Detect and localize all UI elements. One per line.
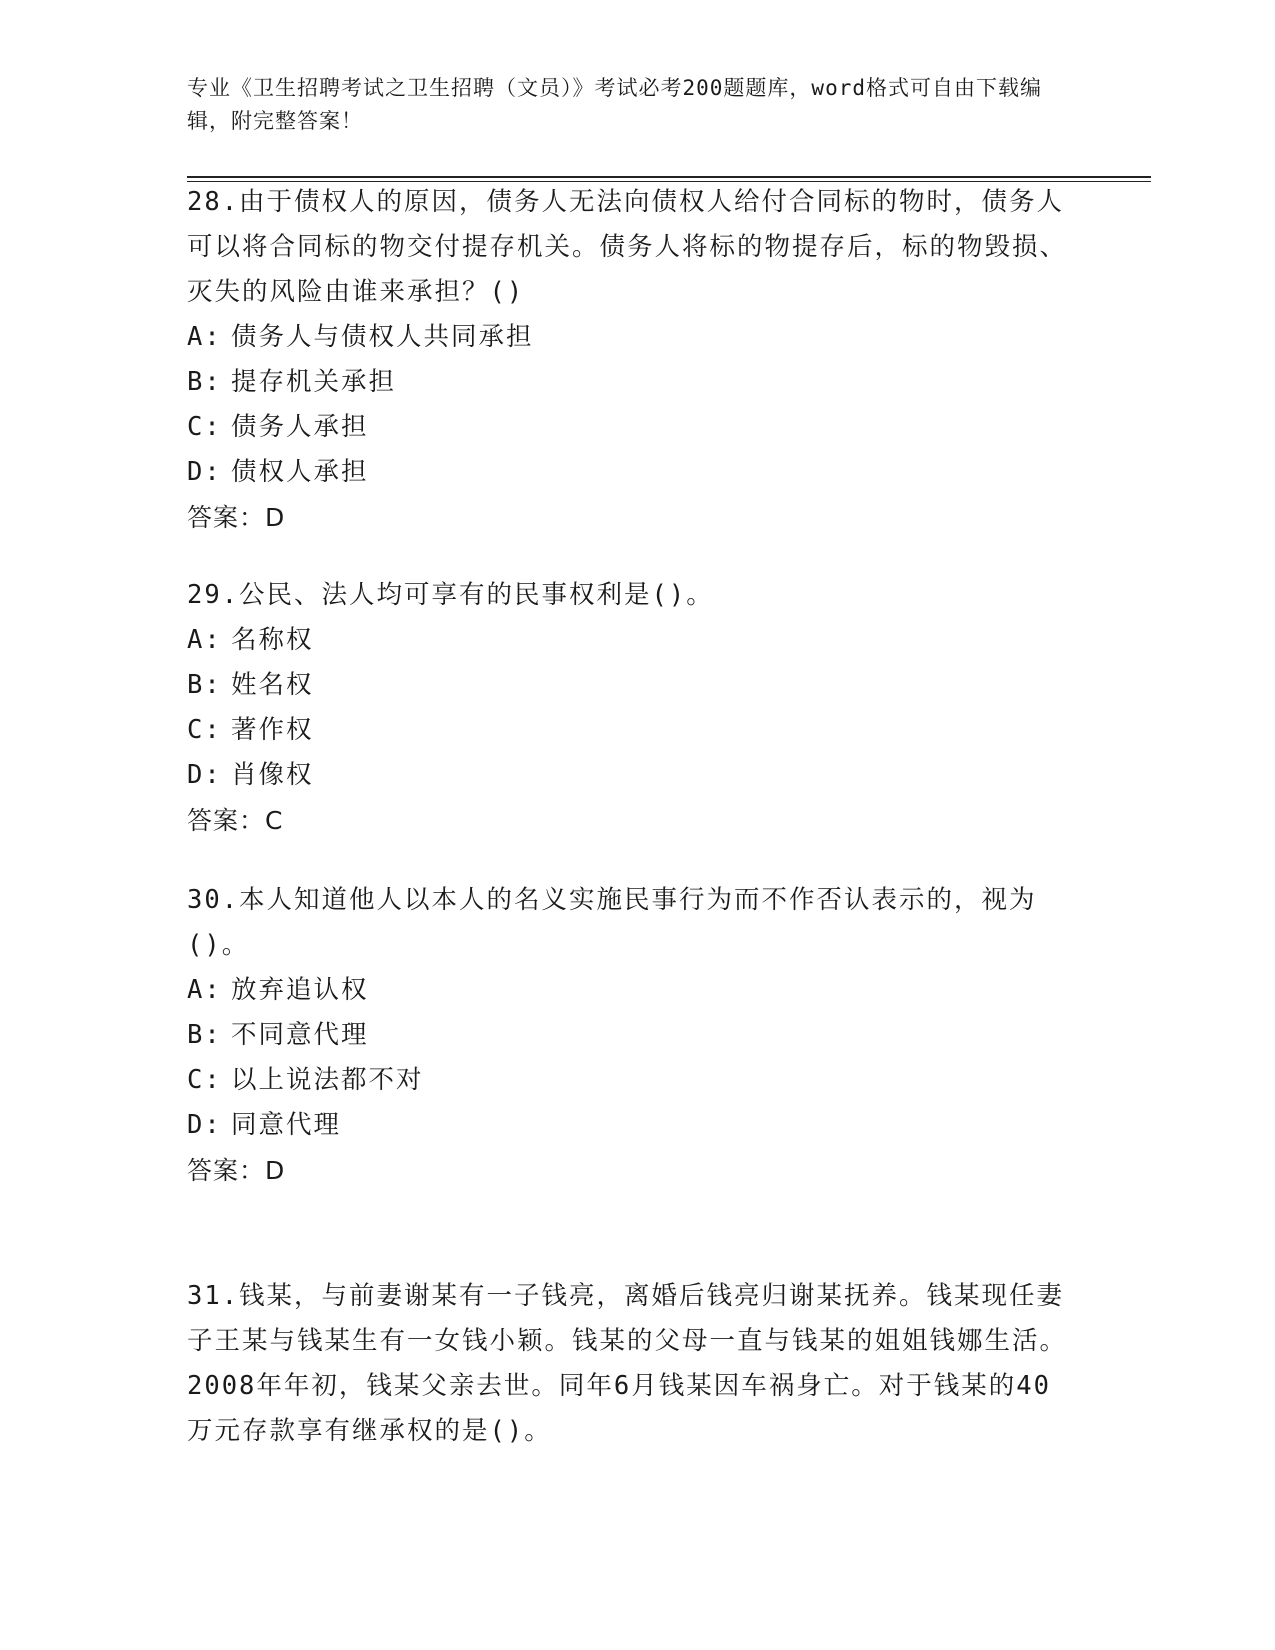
option-label: B: <box>187 367 222 397</box>
option-label: C: <box>187 715 222 745</box>
option-text: 以上说法都不对 <box>231 1065 424 1095</box>
option-label: D: <box>187 760 222 790</box>
answer-line: 答案：D <box>187 503 286 532</box>
document-header: 专业《卫生招聘考试之卫生招聘（文员）》考试必考200题题库，word格式可自由下载编辑，附完整答案！ <box>187 76 1042 133</box>
question-30 <box>187 878 1067 1193</box>
option-a <box>187 618 1067 663</box>
option-label: A: <box>187 322 222 352</box>
option-label: A: <box>187 975 222 1005</box>
option-text: 债务人与债权人共同承担 <box>231 322 534 352</box>
option-text: 放弃追认权 <box>231 975 369 1005</box>
option-label: C: <box>187 412 222 442</box>
option-text: 名称权 <box>231 625 314 655</box>
option-label: D: <box>187 1110 222 1140</box>
option-text: 肖像权 <box>231 760 314 790</box>
question-stem: 28.由于债权人的原因，债务人无法向债权人给付合同标的物时，债务人可以将合同标的物交付提存机关。债务人将标的物提存后，标的物毁损、灭失的风险由谁来承担？() <box>187 187 1068 307</box>
option-label: B: <box>187 670 222 700</box>
option-text: 著作权 <box>231 715 314 745</box>
option-b <box>187 1013 1067 1058</box>
option-text: 同意代理 <box>231 1110 342 1140</box>
option-b <box>187 663 1067 708</box>
option-text: 不同意代理 <box>231 1020 369 1050</box>
option-a <box>187 968 1067 1013</box>
option-a <box>187 315 1067 360</box>
answer-line: 答案：C <box>187 806 284 835</box>
option-text: 提存机关承担 <box>231 367 397 397</box>
question-stem: 29.公民、法人均可享有的民事权利是()。 <box>187 580 714 610</box>
option-b <box>187 360 1067 405</box>
answer-line: 答案：D <box>187 1156 286 1185</box>
option-c <box>187 708 1067 753</box>
option-c <box>187 1058 1067 1103</box>
option-d <box>187 753 1067 798</box>
option-label: D: <box>187 457 222 487</box>
question-stem: 31.钱某，与前妻谢某有一子钱亮，离婚后钱亮归谢某抚养。钱某现任妻子王某与钱某生有一女钱小颖。钱某的父母一直与钱某的姐姐钱娜生活。2008年年初，钱某父亲去世。同年6月钱某因车祸身亡。对于钱某的40万元存款享有继承权的是()。 <box>187 1281 1068 1446</box>
option-c <box>187 405 1067 450</box>
question-28 <box>187 180 1067 540</box>
option-text: 债务人承担 <box>231 412 369 442</box>
question-29 <box>187 573 1067 843</box>
option-label: B: <box>187 1020 222 1050</box>
header-divider-top <box>187 176 1151 178</box>
question-stem: 30.本人知道他人以本人的名义实施民事行为而不作否认表示的，视为()。 <box>187 885 1037 960</box>
option-label: C: <box>187 1065 222 1095</box>
question-31 <box>187 1274 1067 1454</box>
option-d <box>187 1103 1067 1148</box>
option-text: 债权人承担 <box>231 457 369 487</box>
option-label: A: <box>187 625 222 655</box>
option-d <box>187 450 1067 495</box>
option-text: 姓名权 <box>231 670 314 700</box>
